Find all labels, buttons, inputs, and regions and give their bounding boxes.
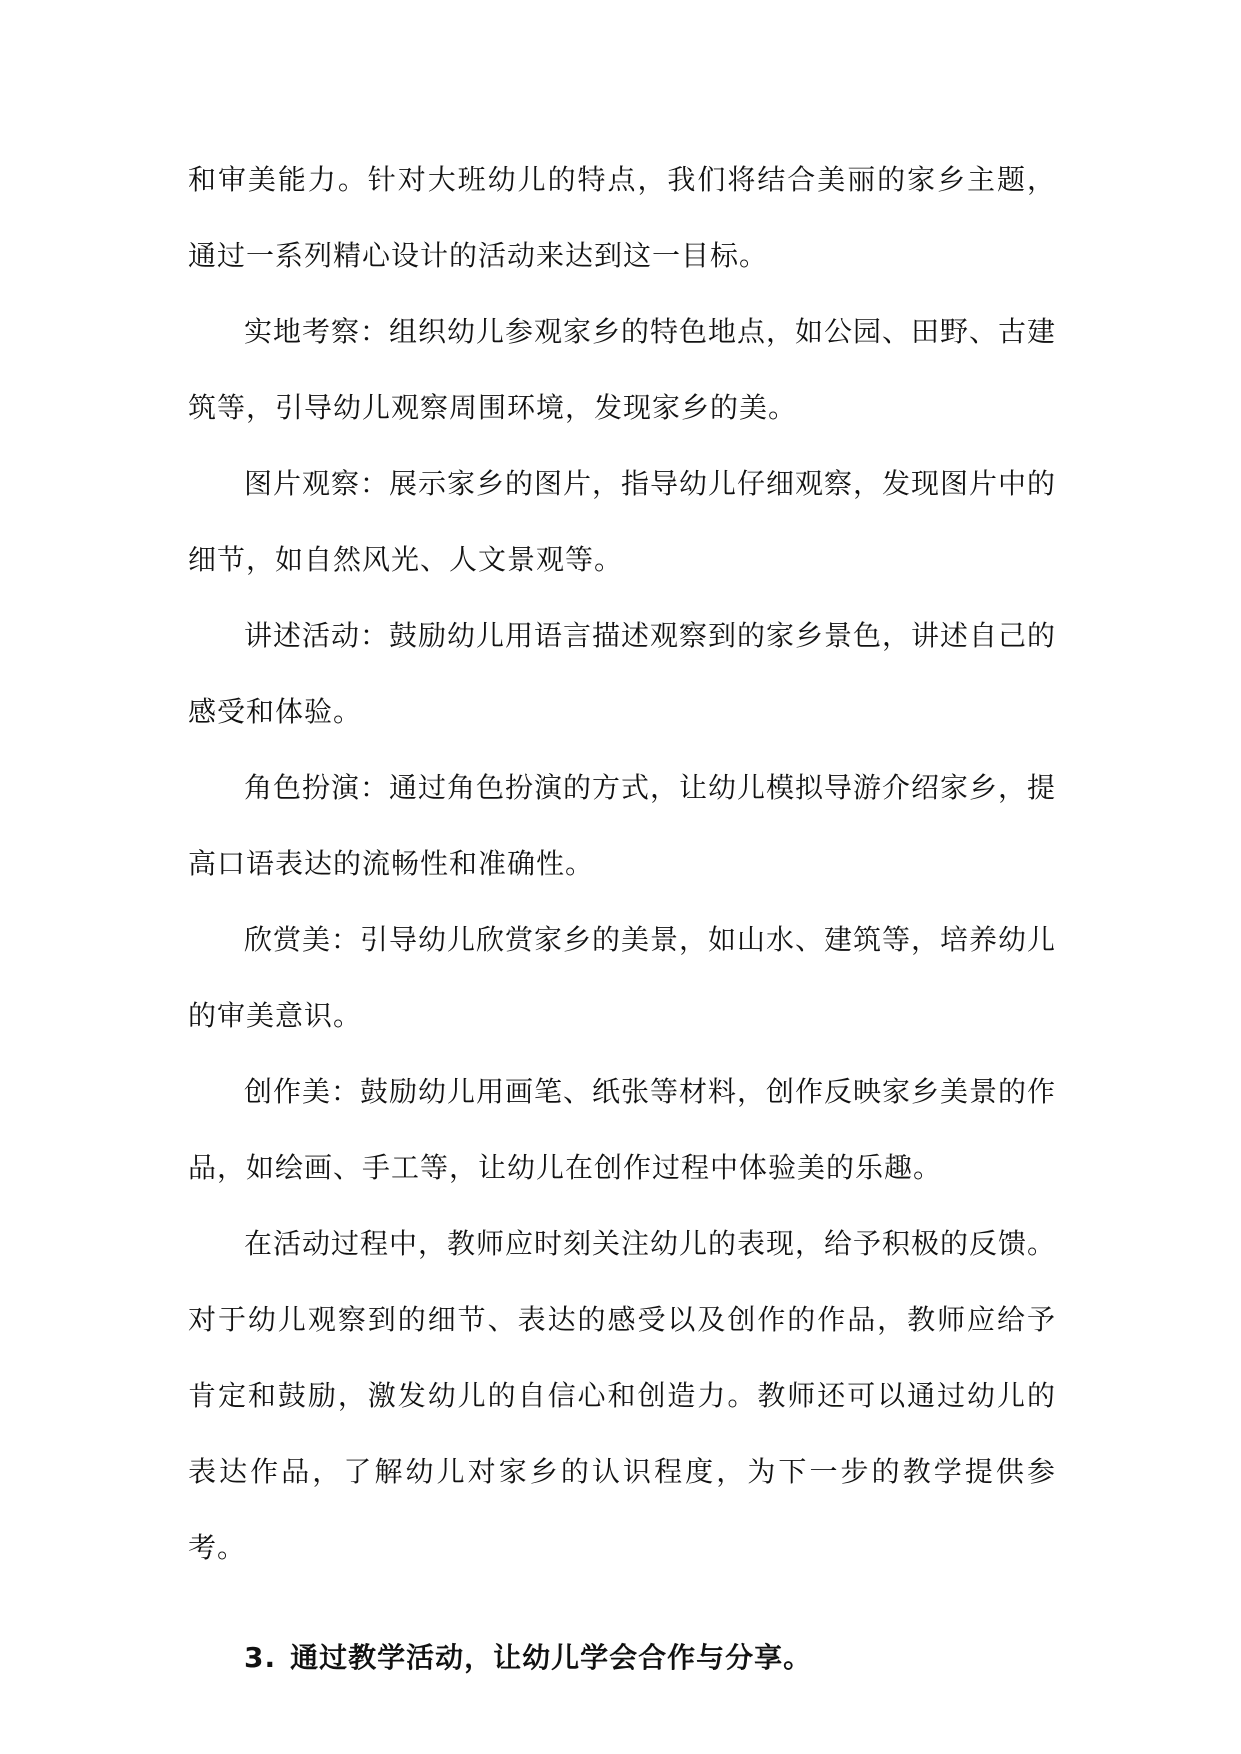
paragraph-create-beauty: 创作美：鼓励幼儿用画笔、纸张等材料，创作反映家乡美景的作品，如绘画、手工等，让幼儿在创作过程中体验美的乐趣。 [188,1075,1057,1184]
paragraph-role-play: 角色扮演：通过角色扮演的方式，让幼儿模拟导游介绍家乡，提高口语表达的流畅性和准确性。 [188,771,1057,880]
paragraph-appreciate-beauty: 欣赏美：引导幼儿欣赏家乡的美景，如山水、建筑等，培养幼儿的审美意识。 [188,923,1057,1032]
paragraph-field-trip: 实地考察：组织幼儿参观家乡的特色地点，如公园、田野、古建筑等，引导幼儿观察周围环境，发现家乡的美。 [188,315,1057,424]
paragraph-storytelling: 讲述活动：鼓励幼儿用语言描述观察到的家乡景色，讲述自己的感受和体验。 [188,619,1057,728]
paragraph-continuation: 和审美能力。针对大班幼儿的特点，我们将结合美丽的家乡主题，通过一系列精心设计的活动来达到这一目标。 [188,163,1056,272]
section-title: 通过教学活动，让幼儿学会合作与分享。 [290,1641,813,1674]
paragraph-picture-observation: 图片观察：展示家乡的图片，指导幼儿仔细观察，发现图片中的细节，如自然风光、人文景观等。 [188,467,1057,576]
section-number: 3. [244,1641,277,1674]
section-heading [188,1620,1056,1696]
document-body [188,142,1056,1696]
paragraph-teacher-feedback: 在活动过程中，教师应时刻关注幼儿的表现，给予积极的反馈。对于幼儿观察到的细节、表达的感受以及创作的作品，教师应给予肯定和鼓励，激发幼儿的自信心和创造力。教师还可以通过幼儿的表达作品，了解幼儿对家乡的认识程度，为下一步的教学提供参考。 [188,1227,1057,1564]
